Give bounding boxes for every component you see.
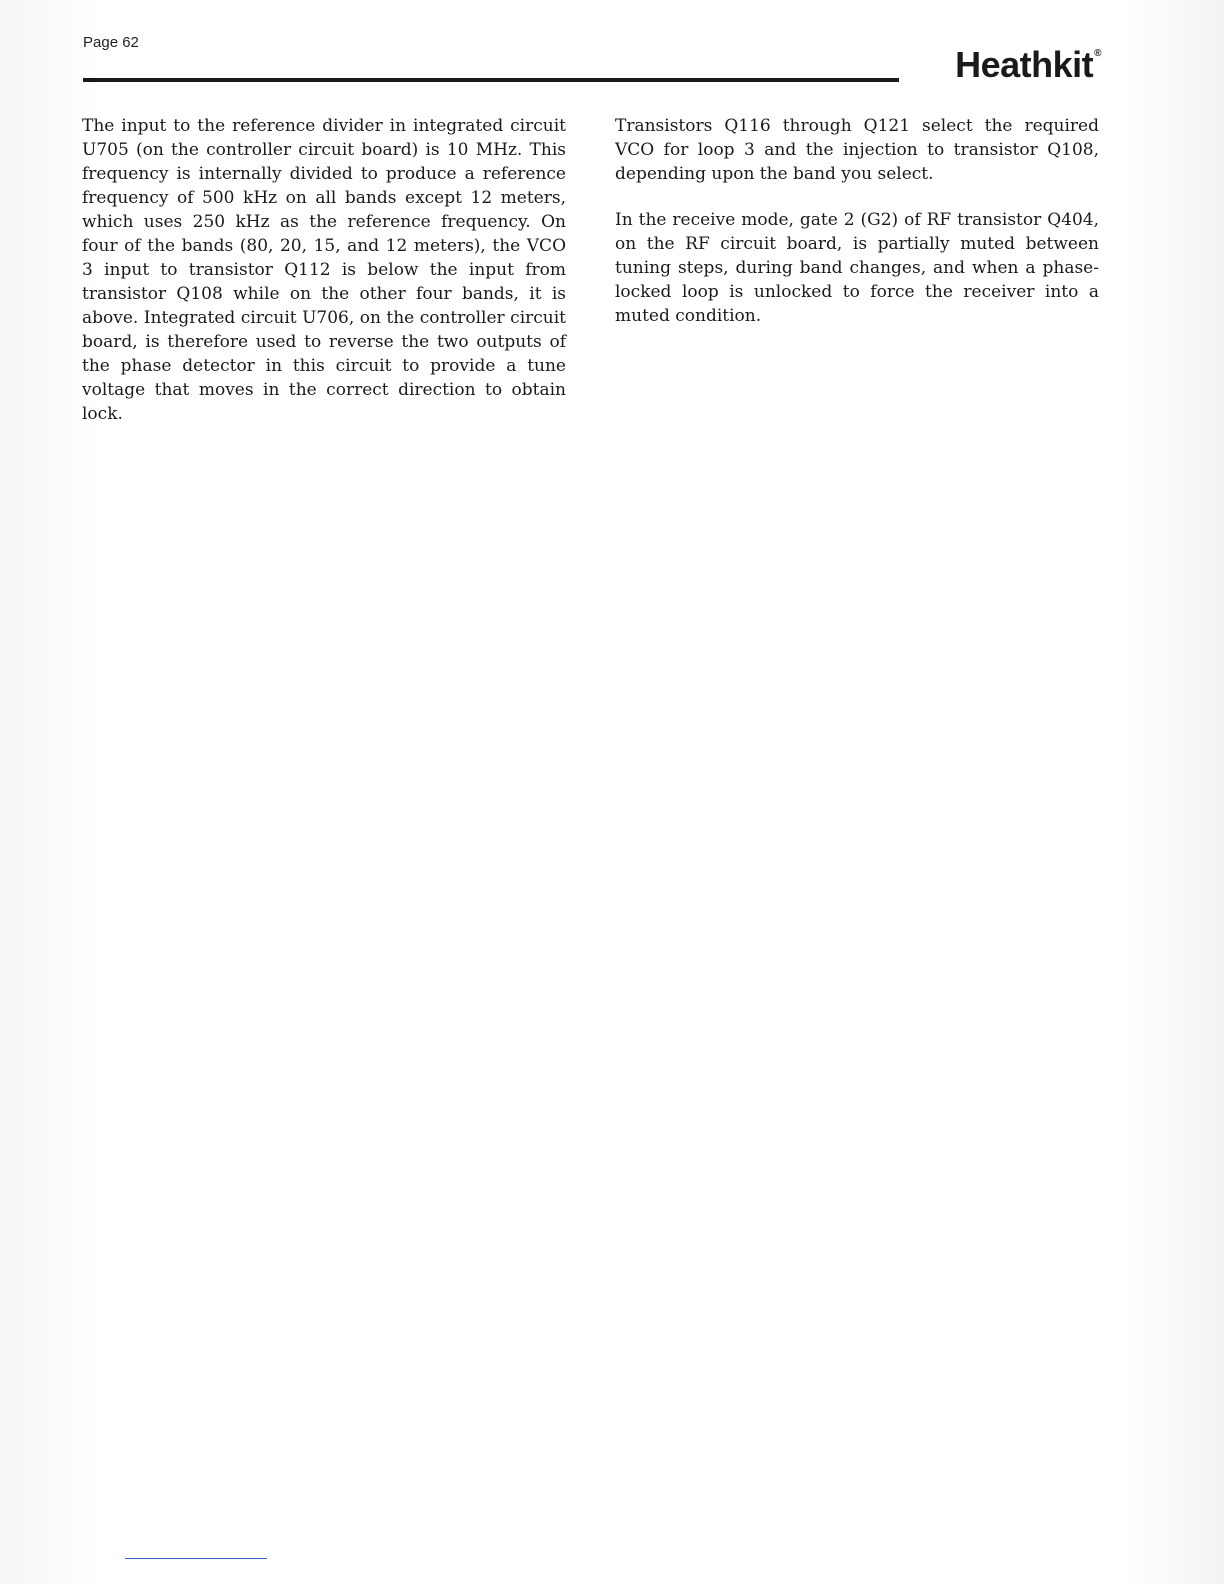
paragraph: The input to the reference divider in integrated circuit U705 (on the controller circuit board) is 10 MHz. This frequency is internally divided to produce a reference frequency of 500 kHz on all bands except 12 meters, which uses 250 kHz as the reference frequency. On four of the bands (80, 20, 15, and 12 meters), the VCO 3 input to transistor Q112 is below the input from transistor Q108 while on the other four bands, it is above. Integrated circuit U706, on the controller circuit board, is therefore used to reverse the two outputs of the phase detector in this circuit to provide a tune voltage that moves in the correct direction to obtain lock.	[82, 116, 566, 424]
brand-logo	[955, 44, 1101, 86]
registered-mark: ®	[1094, 48, 1101, 59]
paragraph: In the receive mode, gate 2 (G2) of RF transistor Q404, on the RF circuit board, is partially muted between tuning steps, during band changes, and when a phase-locked loop is unlocked to force the receiver into a muted condition.	[615, 210, 1099, 326]
right-column	[615, 114, 1099, 350]
header-rule	[83, 78, 899, 82]
left-column	[82, 114, 566, 448]
brand-name: Heathkit	[955, 44, 1094, 85]
bottom-divider	[125, 1558, 267, 1559]
paragraph: Transistors Q116 through Q121 select the required VCO for loop 3 and the injection to transistor Q108, depending upon the band you select.	[615, 116, 1099, 184]
page-number: Page 62	[83, 34, 139, 51]
